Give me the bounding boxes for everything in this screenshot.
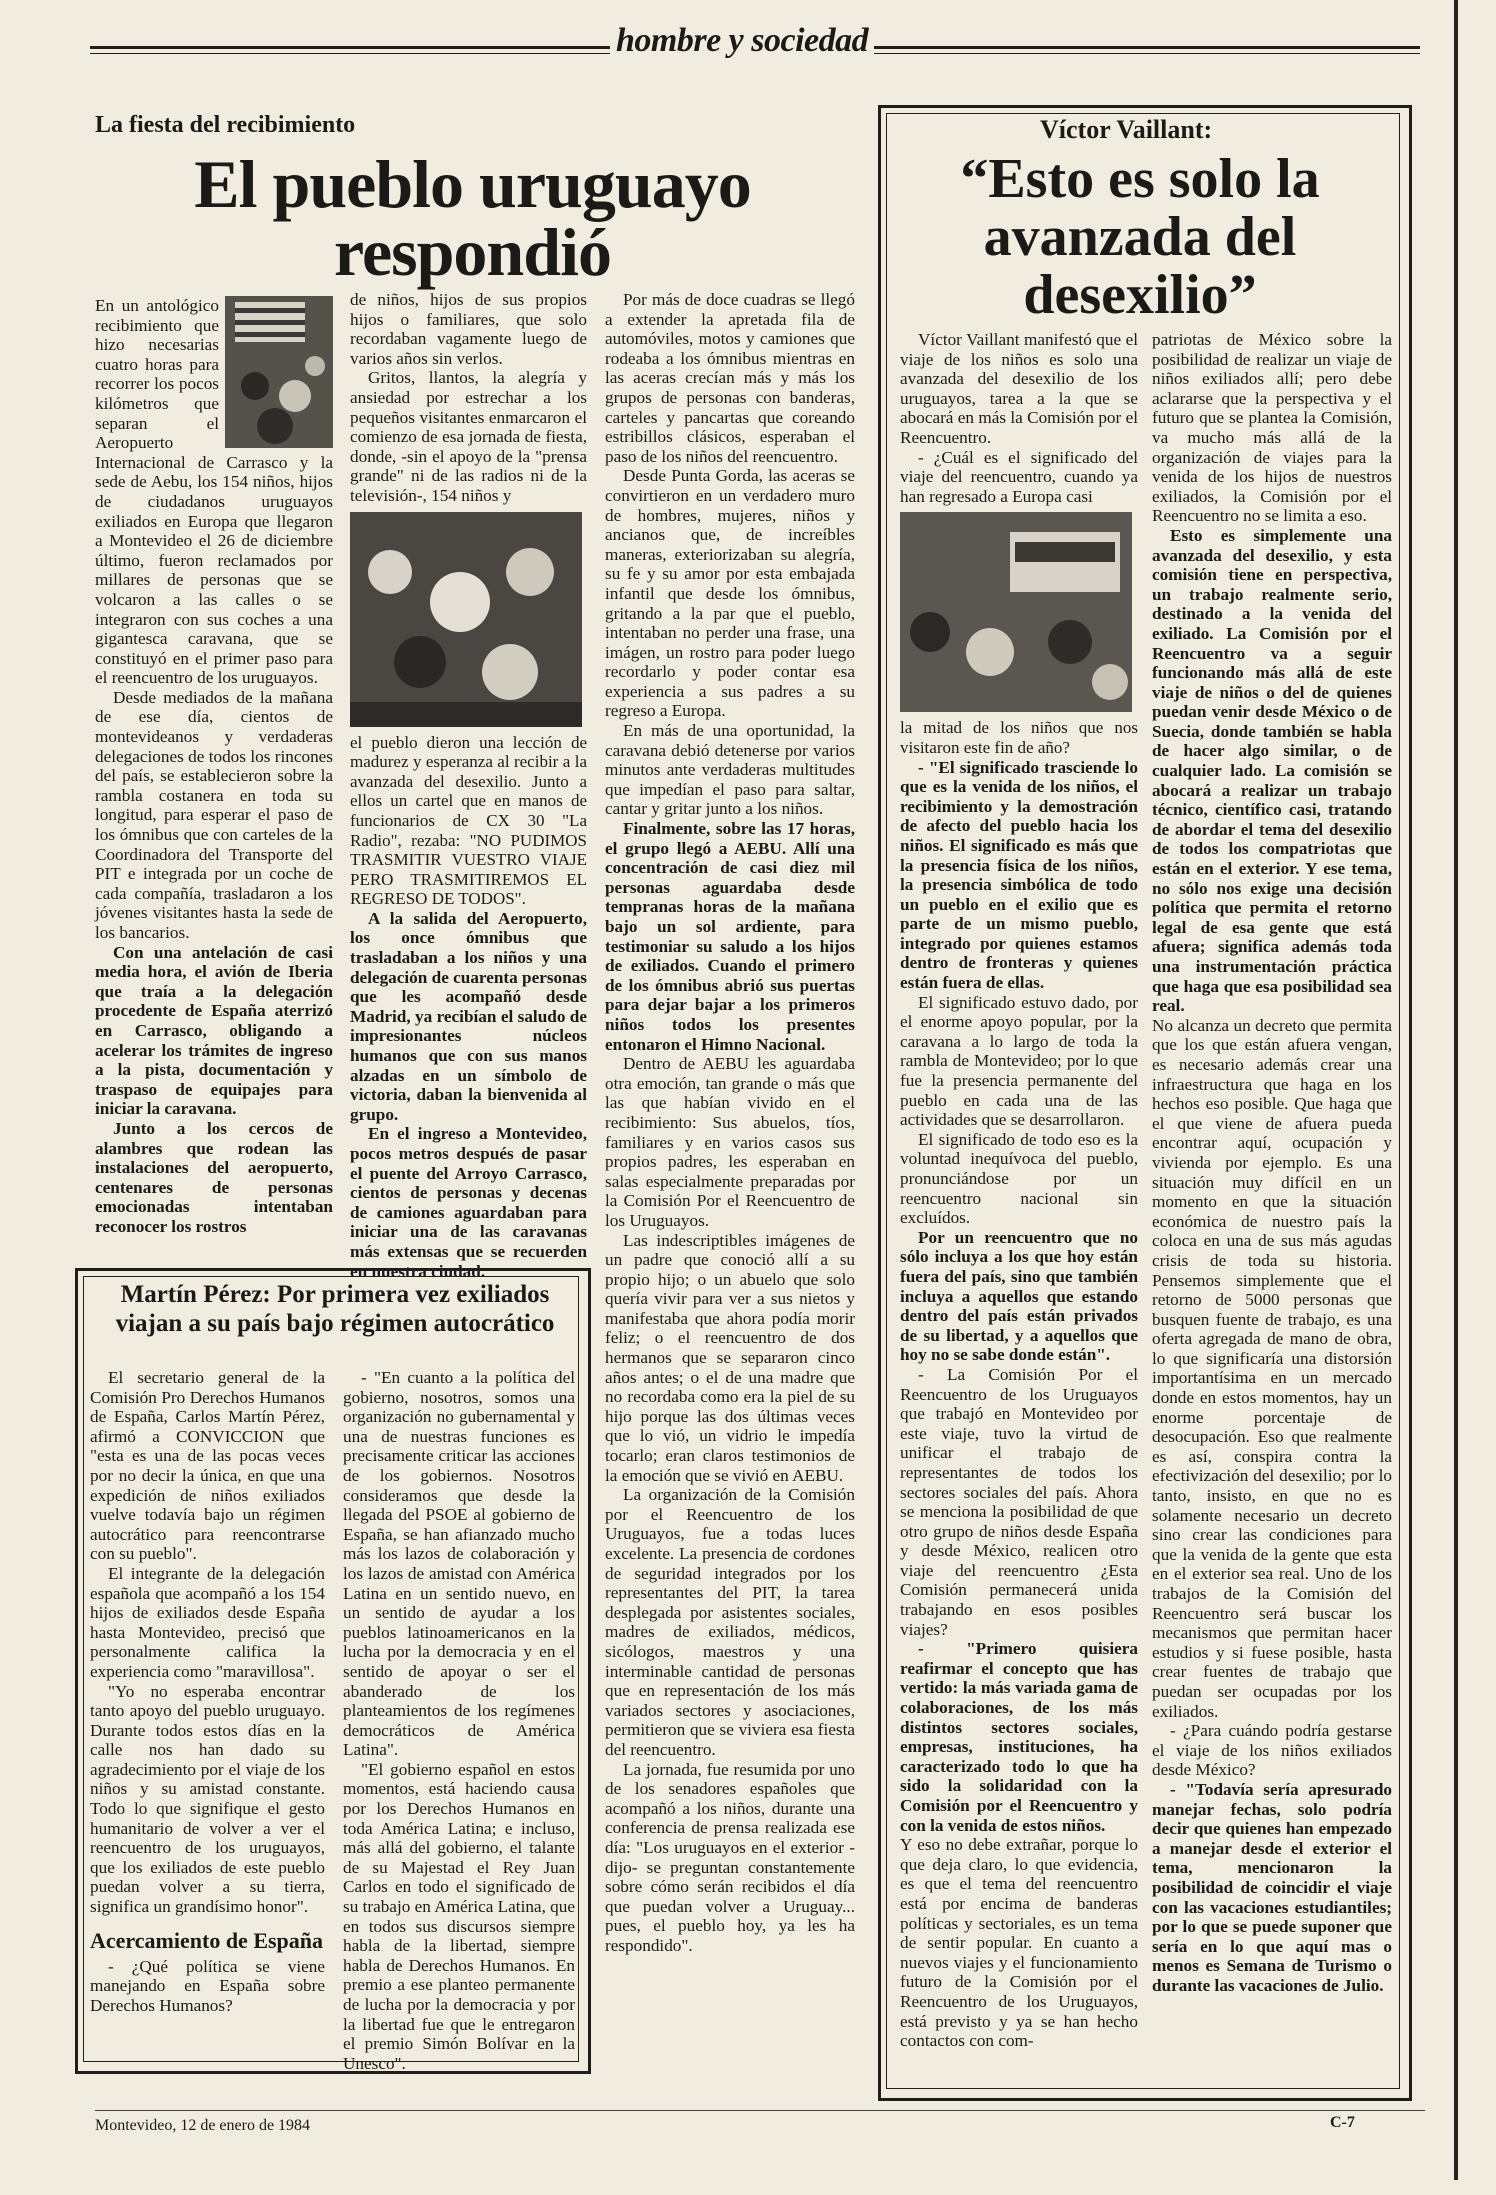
right-col2-p2: Esto es simplemente una avanzada del desexilio, y esta comisión tiene en perspectiva, un trabajo realmente serio, destinado a la venida del exiliado. La Comisión por el Reencuentro va a seguir funcionando más allá de este viaje de niños o del de quienes puedan venir desde México o de Suecia, donde también se habla de hacer algo similar, o de cualquier lado. La comisión se abocará a realizar un trabajo técnico, científico casi, tratando de abordar el tema del desexilio de todos los compatriotas que están en el exterior. Y ese tema, no sólo nos exige una decisión política que permita el retorno legal de esa gente que está afuera; significa además toda una instrumentación práctica que haga que esa posibilidad sea real. (1152, 525, 1392, 1016)
right-col-2 (1152, 330, 1392, 1995)
box-subhead: Acercamiento de España (90, 1927, 324, 1953)
left-col3-p6: Las indescriptibles imágenes de un padre que conoció allí a su propio hijo; o un abuelo que solo quería vivir para ver a sus nietos y manifestaba que ahora podía morir feliz; o el reencuentro de dos hermanos que se separaron cinco años antes; o el de una madre que no recordaba como era la piel de su hijo porque las dos últimas veces que lo vió, un vidrio le impedía tocarlo; eran claros testimonios de la emoción que se vivió en AEBU. (605, 1230, 855, 1485)
right-col1-bold: - "El significado trasciende lo que es la venida de los niños, el recibimiento y la demostración de afecto del pueblo hacia los niños. El significado es más que la presencia física de los niños, la presencia simbólica de todo un pueblo en el exilio que es parte de un mismo pueblo, integrado por quienes estamos dentro de fronteras y quienes están fuera de ellas. (900, 757, 1138, 993)
left-col-2 (350, 290, 587, 1281)
box-col2-p1: - "En cuanto a la política del gobierno, nosotros, somos una organización no gubernamental y una de nuestras funciones es precisamente criticar las acciones de los gobiernos. Nosotros consideramos que desde la llegada del PSOE al gobierno de España, se han afianzado mucho más los lazos de colaboración y los lazos de amistad con América Latina en un sentido nuevo, en un sentido de ayudar a los pueblos latinoamericanos en la lucha por la democracia y en el sentido de apoyar o ser el abanderado de los planteamientos de los regímenes democráticos de América Latina". (343, 1368, 575, 1760)
right-col1-p6: Y eso no debe extrañar, porque lo que deja claro, lo que evidencia, es que el tema del reencuentro está por encima de banderas políticas y sectoriales, es un tema de sentir popular. En cuanto a nuevos viajes y el funcionamiento futuro de la Comisión por el Reencuentro de los Uruguayos, está previsto y ya se han hecho contactos con com- (900, 1835, 1138, 2051)
footer-rule (95, 2110, 1425, 2111)
footer-dateline: Montevideo, 12 de enero de 1984 (95, 2117, 311, 2134)
box-col1-p3: "Yo no esperaba encontrar tanto apoyo del pueblo uruguayo. Durante todos estos días en la calle nos han dado su agradecimiento por el viaje de los niños y su amistad constante. Todo lo que signifique el gesto humanitario de volver a ver el reencuentro de los uruguayos, que los exiliados de este pueblo puedan volver a su tierra, significa un grandísimo honor". (90, 1681, 325, 1917)
left-col-1 (95, 296, 333, 1237)
left-kicker: La fiesta del recibimiento (95, 112, 356, 138)
right-col1-p4: El significado de todo eso es la voluntad inequívoca del pueblo, pronunciándose por un reencuentro nacional sin excluídos. (900, 1129, 1138, 1228)
right-col1-bold2: Por un reencuentro que no sólo incluya a los que hoy están fuera del país, sino que también incluya a aquellos que estando dentro del país están privados de su libertad, y a aquellos que hoy no se sabe donde están". (900, 1227, 1138, 1365)
left-col3-p3: En más de una oportunidad, la caravana debió detenerse por varios minutos ante verdaderas multitudes que impedían el paso para saltar, cantar y gritar junto a los niños. (605, 721, 855, 819)
left-headline: El pueblo uruguayo respondió (194, 146, 751, 290)
children-crowd-photo (350, 512, 582, 727)
left-col3-p8: La jornada, fue resumida por uno de los senadores españoles que acompañó a los niños, durante una conferencia de prensa realizada ese día: "Los uruguayos en el exterior -dijo- se preguntan constantemente sobre cómo serán recibidos el día que puedan volver a Uruguay... pues, el pueblo hoy, ya les ha respondido". (605, 1759, 855, 1955)
left-col2-top: de niños, hijos de sus propios hijos o familiares, que solo recordaban vagamente luego de varios años sin verlos. (350, 290, 587, 368)
left-col1-p2: Desde mediados de la mañana de ese día, cientos de montevideanos y verdaderas delegaciones de todos los rincones del país, se establecieron sobre la rambla costanera en toda su longitud, para esperar el paso de los ómnibus que con carteles de la Coordinadora del Transporte del PIT e integrada por un coche de cada compañía, trasladaron a los jóvenes visitantes hasta la sede de los bancarios. (95, 687, 333, 942)
footer-page-number: C-7 (1330, 2114, 1355, 2131)
right-col2-p1: patriotas de México sobre la posibilidad de realizar un viaje de niños exiliados allí; pero debe aclararse que la perspectiva y el futuro que se plantea la Comisión, va mucho más allá de la organización de viajes para la venida de los hijos de nuestros exiliados, la Comisión por el Reencuentro no se limita a eso. (1152, 330, 1392, 526)
left-col3-p7: La organización de la Comisión por el Reencuentro de los Uruguayos, fue a todas luces excelente. La presencia de cordones de seguridad integrados por los representantes del PIT, la tarea desplegada por asistentes sociales, madres de exiliados, médicos, sicólogos, maestros y una interminable cantidad de personas que en representación de los más variados sectores y asociaciones, permitieron que se viviera esa fiesta del reencuentro. (605, 1485, 855, 1759)
right-col1-p1: Víctor Vaillant manifestó que el viaje de los niños es solo una avanzada del desexilio de los uruguayos, tarea a la que se abocará en más la Comisión por el Reencuentro. (900, 330, 1138, 447)
left-col1-p4: Junto a los cercos de alambres que rodean las instalaciones del aeropuerto, centenares de personas emocionadas intentaban reconocer los rostros (95, 1118, 333, 1236)
left-col2-p2: Gritos, llantos, la alegría y ansiedad por estrechar a los pequeños visitantes enmarcaron el comienzo de esa jornada de fiesta, donde, -sin el apoyo de la "prensa grande" ni de las radios ni de la televisión-, 154 niños y (350, 368, 587, 505)
martin-perez-headline: Martín Pérez: Por primera vez exiliados viajan a su país bajo régimen autocrático (115, 1281, 555, 1337)
left-col1-p1: En un antológico recibimiento que hizo necesarias cuatro horas para recorrer los pocos kilómetros que separan el Aeropuerto Internacional de Carrasco y la sede de Aebu, los 154 niños, hijos de ciudadanos uruguayos exiliados en Europa que llegaron a Montevideo el 26 de diciembre último, fueron reclamados por millares de personas que se volcaron a las calles o se integraron con sus coches a una gigantesca caravana, que se constituyó en el primer paso para el reencuentro de los uruguayos. (95, 296, 333, 688)
left-col2-p4: En el ingreso a Montevideo, pocos metros después de pasar el puente del Arroyo Carrasco, cientos de personas y decenas de camiones aguardaban para iniciar una de las caravanas más extensas que se recuerden en nuestra ciudad. (350, 1124, 587, 1281)
right-col1-caption: la mitad de los niños que nos visitaron este fin de año? (900, 718, 1138, 757)
right-col1-p2: - ¿Cuál es el significado del viaje del reencuentro, cuando ya han regresado a Europa casi (900, 447, 1138, 506)
box-col2-p2: "El gobierno español en estos momentos, está haciendo causa por los Derechos Humanos en toda América Latina; e incluso, más allá del gobierno, el talante de su Majestad el Rey Juan Carlos en todo el significado de su trabajo en América Latina, que en todos sus discursos siempre habla de la libertad, siempre habla de Derechos Humanos. En premio a ese planteo permanente de lucha por la democracia y por la libertad fue que le entregaron el premio Simón Bolívar en la Unesco". (343, 1759, 575, 2073)
box-col-1 (90, 1368, 325, 2015)
right-col1-p5: - La Comisión Por el Reencuentro de los Uruguayos que trabajó en Montevideo por este viaje, tuvo la virtud de unificar el trabajo de representantes de todos los sectores sociales del país. Ahora se menciona la posibilidad de que otro grupo de niños desde España y desde México, realicen otro viaje del reencuentro ¿Esta Comisión permanecerá unida trabajando en esos posibles viajes? (900, 1364, 1138, 1639)
right-col1-bold3: - "Primero quisiera reafirmar el concepto que has vertido: la más variada gama de colaboraciones, de los más distintos sectores sociales, empresas, instituciones, ha caracterizado todo lo que ha sido la solidaridad con la Comisión por el Reencuentro y con la venida de estos niños. (900, 1639, 1138, 1835)
right-col1-p3: El significado estuvo dado, por el enorme apoyo popular, por la caravana a lo largo de toda la rambla de Montevideo; por lo que fue la presencia permanente del pueblo en cada una de las actividades que se desarrollaron. (900, 992, 1138, 1130)
box-col1-end: - ¿Qué política se viene manejando en España sobre Derechos Humanos? (90, 1956, 325, 2015)
box-col1-p2: El integrante de la delegación española que acompañó a los 154 hijos de exiliados desde España hasta Montevideo, precisó que personalmente califica la experiencia como "maravillosa". (90, 1563, 325, 1681)
left-col3-p1: Por más de doce cuadras se llegó a extender la apretada fila de automóviles, motos y camiones que rodeaba a los ómnibus mientras en las aceras crecían más y más los grupos de personas con banderas, carteles y pancartas que coreando estribillos clásicos, esperaban el paso de los niños del reencuentro. (605, 290, 855, 466)
caravan-crowd-photo (900, 512, 1132, 712)
right-kicker: Víctor Vaillant: (1040, 115, 1213, 144)
left-col3-p4: Finalmente, sobre las 17 horas, el grupo llegó a AEBU. Allí una concentración de casi diez mil personas aguardaba desde tempranas horas de la mañana bajo un sol ardiente, para testimoniar su saludo a los hijos de exiliados. Cuando el primero de los ómnibus abrió sus puertas para dejar bajar a los primeros niños todos los presentes entonaron el Himno Nacional. (605, 819, 855, 1054)
section-label: hombre y sociedad (610, 22, 874, 60)
right-col2-p3: No alcanza un decreto que permita que los que están afuera vengan, es necesario además crear una infraestructura que haga en los hechos eso posible. Que haga que el que viene de afuera pueda encontrar aquí, ocupación y vivienda por ejemplo. Es una situación muy difícil en un momento en que la situación económica de nuestro país la coloca en una de sus más agudas crisis de toda su historia. Pensemos simplemente que el retorno de 5000 personas que busquen fuente de trabajo, es una oferta agregada de mano de obra, lo que significaría una distorsión importantísima en un mercado donde en estos momentos, hay un enorme porcentaje de desocupación. Eso que realmente es así, conspira contra la efectivización del desexilio; por lo tanto, insisto, en que no es solamente necesario un decreto sino crear las condiciones para que la venida de la gente que esta en el exterior sea real. Uno de los trabajos de la Comisión del Reencuentro será buscar los mecanismos que permitan hacer estudios y si fuese posible, hasta crear fuentes de trabajo que puedan ser ocupadas por los exiliados. (1152, 1015, 1392, 1721)
right-headline: “Esto es solo la avanzada del desexilio” (960, 148, 1320, 326)
left-col3-p5: Dentro de AEBU les aguardaba otra emoción, tan grande o más que las que habían vivido en el recibimiento: Sus abuelos, tíos, familiares y en varios casos sus propios padres, les esperaban en salas especialmente preparadas por la Comisión Por el Reencuentro de los Uruguayos. (605, 1054, 855, 1230)
right-col2-bold: - "Todavía sería apresurado manejar fechas, solo podría decir que quienes han empezado a manejar desde el exterior el tema, mencionaron la posibilidad de coincidir el viaje con las vacaciones estudiantiles; por lo que se puede suponer que sería en lo que aquí mas o menos es Semana de Turismo o durante las vacaciones de Julio. (1152, 1779, 1392, 1995)
section-header (90, 22, 1420, 58)
left-col3-p2: Desde Punta Gorda, las aceras se convirtieron en un verdadero muro de hombres, mujeres, niños y ancianos que, de increíbles maneras, exteriorizaban su alegría, su fe y su amor por esta embajada infantil que desde los ómnibus, gritando a la par que el pueblo, intentaban no perder una frase, una imágen, un rostro para poder luego recordarlo y poder contar esa experiencia a sus padres a su regreso a Europa. (605, 466, 855, 721)
left-col2-caption: el pueblo dieron una lección de madurez y esperanza al recibir a la avanzada del desexilio. Junto a ellos un cartel que en manos de funcionarios de CX 30 "La Radio", rezaba: "NO PUDIMOS TRASMITIR VUESTRO VIAJE PERO TRASMITIREMOS EL REGRESO DE TODOS". (350, 732, 587, 909)
left-col2-p3: A la salida del Aeropuerto, los once ómnibus que trasladaban a los niños y una delegación de cuarenta personas que les acompañó desde Madrid, ya recibían el saludo de impresionantes núcleos humanos que con sus manos alzadas en un símbolo de victoria, daban la bienvenida al grupo. (350, 908, 587, 1124)
box-col-2 (343, 1368, 575, 2073)
right-col-1 (900, 330, 1138, 2051)
box-col1-p1: El secretario general de la Comisión Pro Derechos Humanos de España, Carlos Martín Pérez, afirmó a CONVICCION que "esta es una de las pocas veces por no decir la única, en que una expedición de niños exiliados vuelve todavía bajo un régimen autocrático para reencontrarse con su pueblo". (90, 1368, 325, 1564)
left-col1-p3: Con una antelación de casi media hora, el avión de Iberia que traía a la delegación procedente de España aterrizó en Carrasco, obligando a acelerar los trámites de ingreso a la pista, documentación y traspaso de equipajes para iniciar la caravana. (95, 942, 333, 1119)
left-col-3 (605, 290, 855, 1955)
crowd-flag-photo (225, 296, 333, 448)
right-col2-q: - ¿Para cuándo podría gestarse el viaje de los niños exiliados desde México? (1152, 1721, 1392, 1780)
